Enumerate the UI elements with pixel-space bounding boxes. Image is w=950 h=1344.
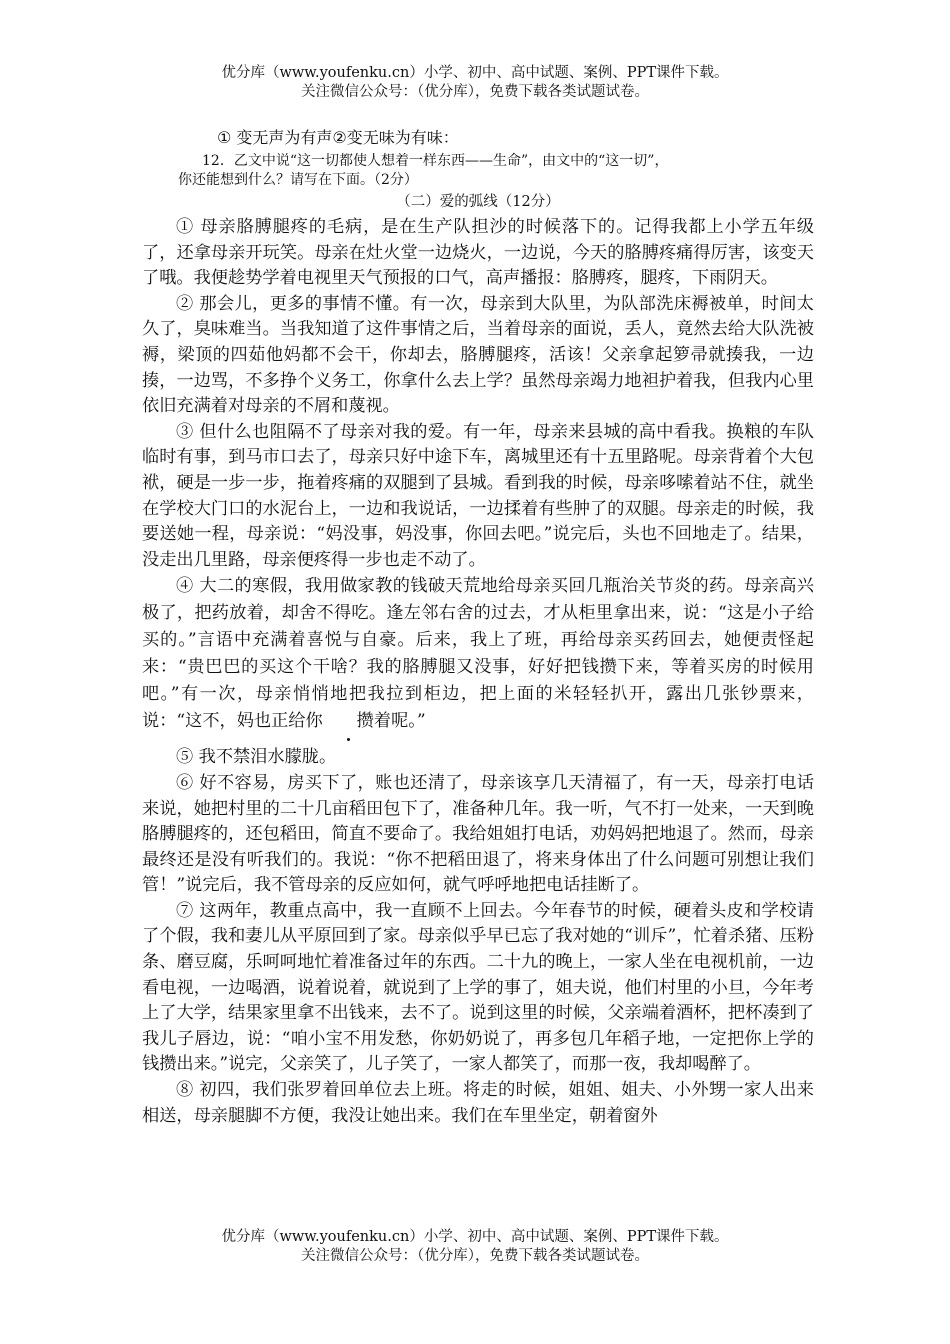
paragraph-4-text: ④ 大二的寒假，我用做家教的钱破天荒地给母亲买回几瓶治关节炎的药。母亲高兴极了，把药放着，却舍不得吃。逢左邻右舍的过去，才从柜里拿出来，说：“这是小子给买的。”言语中充满着喜悦与自豪。后来，我上了班，再给母亲买药回去，她便责怪起来：“贵巴巴的买这个干啥？我的胳膊腿又没事，好好把钱攒下来，等着买房的时候用吧。”有一次，母亲悄悄地把我拉到柜边，把上面的米轻轻扒开，露出几张钞票来，说：“这不，妈也正给你 bbox=[142, 576, 814, 732]
emphasis-dot-char: 攒 bbox=[323, 708, 374, 735]
paragraph-3: ③ 但什么也阻隔不了母亲对我的爱。有一年，母亲来县城的高中看我。换粮的车队临时有事，到马市口去了，母亲只好中途下车，离城里还有十五里路呢。母亲背着个大包袱，硬是一步一步，拖着疼痛的双腿到了县城。看到我的时候，母亲哆嗦着站不住，就坐在学校大门口的水泥台上，一边和我说话，一边揉着有些肿了的双腿。母亲走的时候，我要送她一程，母亲说：“妈没事，妈没事，你回去吧。”说完后，头也不回地走了。结果，没走出几里路，母亲便疼得一步也走不动了。 bbox=[142, 421, 814, 570]
footer-line-1: 优分库（www.youfenku.cn）小学、初中、高中试题、案例、PPT课件下载。 bbox=[221, 1229, 729, 1245]
footer-line-2: 关注微信公众号：（优分库），免费下载各类试题试卷。 bbox=[301, 1248, 649, 1264]
q12-line-1: 12．乙文中说“这一切都使人想着一样东西——生命”，由文中的“这一切”， bbox=[202, 153, 669, 169]
paragraph-gap bbox=[142, 735, 814, 745]
header-line-1: 优分库（www.youfenku.cn）小学、初中、高中试题、案例、PPT课件下载。 bbox=[221, 65, 729, 81]
page-footer bbox=[0, 1228, 950, 1266]
document-body bbox=[142, 126, 814, 1129]
header-line-2: 关注微信公众号：（优分库），免费下载各类试题试卷。 bbox=[301, 84, 649, 100]
section-title: （二）爱的弧线（12分） bbox=[396, 194, 560, 210]
q11-answer: ① 变无声为有声②变无味为有味： bbox=[217, 128, 459, 147]
paragraph-1: ① 母亲胳膊腿疼的毛病，是在生产队担沙的时候落下的。记得我都上小学五年级了，还拿母亲开玩笑。母亲在灶火堂一边烧火，一边说，今天的胳膊疼痛得厉害，该变天了哦。我便趁势学着电视里天气预报的口气，高声播报：胳膊疼，腿疼，下雨阴天。 bbox=[142, 217, 814, 289]
paragraph-8: ⑧ 初四，我们张罗着回单位去上班。将走的时候，姐姐、姐夫、小外甥一家人出来相送，母亲腿脚不方便，我没让她出来。我们在车里坐定，朝着窗外 bbox=[142, 1080, 814, 1126]
paragraph-7: ⑦ 这两年，教重点高中，我一直顾不上回去。今年春节的时候，硬着头皮和学校请了个假，我和妻儿从平原回到了家。母亲似乎早已忘了我对她的“训斥”，忙着杀猪、压粉条、磨豆腐，乐呵呵地忙着准备过年的东西。二十九的晚上，一家人坐在电视机前，一边看电视，一边喝酒，说着说着，就说到了上学的事了，姐夫说，他们村里的小旦，今年考上了大学，结果家里拿不出钱来，去不了。说到这里的时候，父亲端着酒杯，把杯凑到了我儿子唇边，说：“咱小宝不用发愁，你奶奶说了，再多包几年稻子地，一定把你上学的钱攒出来。”说完，父亲笑了，儿子笑了，一家人都笑了，而那一夜，我却喝醉了。 bbox=[142, 900, 814, 1075]
paragraph-2: ② 那会儿，更多的事情不懂。有一次，母亲到大队里，为队部洗床褥被单，时间太久了，臭味难当。当我知道了这件事情之后，当着母亲的面说，丢人，竟然去给大队洗被褥，梁顶的四茹他妈都不会干，你却去，胳膊腿疼，活该！父亲拿起箩帚就揍我，一边揍，一边骂，不多挣个义务工，你拿什么去上学？虽然母亲竭力地袒护着我，但我内心里依旧充满着对母亲的不屑和蔑视。 bbox=[142, 293, 814, 417]
page-header bbox=[0, 64, 950, 102]
paragraph-4-end: 着呢。” bbox=[373, 711, 426, 732]
paragraph-5: ⑤ 我不禁泪水朦胧。 bbox=[176, 747, 337, 768]
paragraph-6: ⑥ 好不容易，房买下了，账也还清了，母亲该享几天清福了，有一天，母亲打电话来说，她把村里的二十几亩稻田包下了，准备种几年。我一听，气不打一处来，一天到晚胳膊腿疼的，还包稻田，简直不要命了。我给姐姐打电话，劝妈妈把地退了。然而，母亲最终还是没有听我们的。我说：“你不把稻田退了，将来身体出了什么问题可别想让我们管！”说完后，我不管母亲的反应如何，就气呼呼地把电话挂断了。 bbox=[142, 772, 814, 896]
q12-line-2: 你还能想到什么？请写在下面。（2分） bbox=[178, 172, 418, 188]
paragraph-4 bbox=[142, 573, 814, 735]
